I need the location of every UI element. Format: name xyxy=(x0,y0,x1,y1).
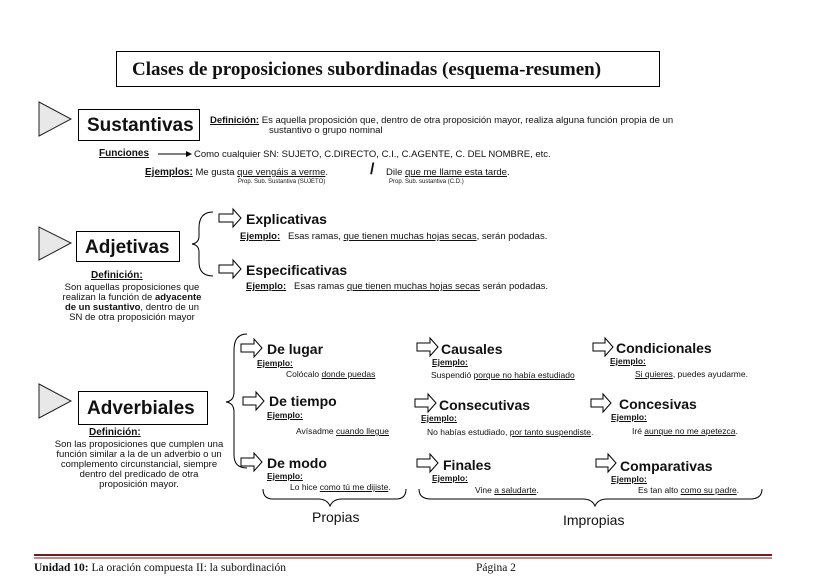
sustantivas-example-2: Dile que me llame esta tarde. xyxy=(386,167,510,178)
arrow-comparativas-icon xyxy=(596,454,616,472)
lugar-example-label: Ejemplo: xyxy=(257,358,293,368)
adjetivas-heading: Adjetivas xyxy=(85,237,170,258)
tiempo-example-label: Ejemplo: xyxy=(267,410,303,420)
comparativas-example: Es tan alto como su padre. xyxy=(638,485,740,495)
adjetivas-definition-label: Definición: xyxy=(91,270,143,281)
arrow-adverbiales-icon xyxy=(39,384,71,418)
page-title: Clases de proposiciones subordinadas (esquema-resumen) xyxy=(132,59,602,80)
impropias-label: Impropias xyxy=(563,512,625,528)
sustantivas-example-1: Ejemplos: Me gusta que vengáis a verme. xyxy=(145,167,328,178)
adverbiales-heading: Adverbiales xyxy=(87,398,195,419)
condicionales-example-label: Ejemplo: xyxy=(610,356,646,366)
sustantivas-box xyxy=(78,109,200,141)
adverbiales-definition-label: Definición: xyxy=(89,427,141,438)
sustantivas-heading: Sustantivas xyxy=(87,115,194,136)
concesivas-example: Iré aunque no me apetezca. xyxy=(632,426,738,436)
consecutivas-example: No habías estudiado, por tanto suspendiste. xyxy=(427,427,594,437)
funciones-text: Como cualquier SN: SUJETO, C.DIRECTO, C.I., C.AGENTE, C. DEL NOMBRE, etc. xyxy=(194,149,551,160)
arrow-sustantivas-icon xyxy=(39,102,71,136)
modo-heading: De modo xyxy=(267,455,327,471)
finales-example: Vine a saludarte. xyxy=(475,485,539,495)
sustantivas-definition: Definición: Es aquella proposición que, dentro de otra proposición mayor, realiza alguna función propia de un sustantivo o grupo nominal xyxy=(210,115,674,136)
concesivas-example-label: Ejemplo: xyxy=(611,412,647,422)
adverbiales-box xyxy=(78,391,208,425)
footer-unit: Unidad 10: La oración compuesta II: la subordinación xyxy=(34,562,287,574)
finales-example-label: Ejemplo: xyxy=(432,473,468,483)
causales-example-label: Ejemplo: xyxy=(432,357,468,367)
causales-example: Suspendió porque no había estudiado xyxy=(431,370,575,380)
modo-example: Lo hice como tú me dijiste. xyxy=(290,482,391,492)
concesivas-heading: Concesivas xyxy=(619,396,697,412)
adjetivas-definition: Son aquellas proposiciones que realizan la función de adyacente de un sustantivo, dentro de un SN de otra proposición mayor xyxy=(62,282,202,323)
tiempo-example: Avísadme cuando llegue xyxy=(296,426,389,436)
funciones-label: Funciones xyxy=(99,148,150,159)
arrow-lugar-icon xyxy=(241,339,262,357)
condicionales-heading: Condicionales xyxy=(616,340,712,356)
tiempo-heading: De tiempo xyxy=(269,393,337,409)
comparativas-example-label: Ejemplo: xyxy=(611,474,647,484)
examples-slash: / xyxy=(370,161,375,178)
propias-label: Propias xyxy=(312,509,360,525)
comparativas-heading: Comparativas xyxy=(620,458,713,474)
arrow-concesivas-icon xyxy=(591,394,611,412)
lugar-heading: De lugar xyxy=(267,341,324,357)
especificativas-heading: Especificativas xyxy=(246,262,348,278)
arrow-especificativas-icon xyxy=(219,260,241,278)
arrow-explicativas-icon xyxy=(219,209,241,227)
especificativas-example: Ejemplo: Esas ramas que tienen muchas hojas secas serán podadas. xyxy=(246,281,549,292)
explicativas-example: Ejemplo: Esas ramas, que tienen muchas hojas secas, serán podadas. xyxy=(240,231,548,242)
consecutivas-heading: Consecutivas xyxy=(439,397,531,413)
arrow-condicionales-icon xyxy=(593,338,613,356)
causales-heading: Causales xyxy=(441,341,503,357)
adverbiales-definition: Son las proposiciones que cumplen una función similar a la de un adverbio o un complemento circunstancial, siempre dentro del predicado de otra proposición mayor. xyxy=(54,439,224,490)
footer-page-number: Página 2 xyxy=(476,562,516,574)
adjetivas-box xyxy=(76,231,180,262)
sustantivas-example-1-note: Prop. Sub. Sustantiva (SUJETO) xyxy=(238,179,326,185)
modo-example-label: Ejemplo: xyxy=(267,471,303,481)
arrow-finales-icon xyxy=(417,454,438,472)
condicionales-example: Si quieres, puedes ayudarme. xyxy=(635,369,748,379)
arrow-causales-icon xyxy=(417,338,438,356)
arrow-tiempo-icon xyxy=(243,392,264,410)
sustantivas-example-2-note: Prop. Sub. sustantiva (C.D.) xyxy=(389,179,464,185)
arrow-consecutivas-icon xyxy=(415,394,436,412)
arrow-adjetivas-icon xyxy=(39,227,71,260)
finales-heading: Finales xyxy=(443,457,492,473)
explicativas-heading: Explicativas xyxy=(246,211,327,227)
consecutivas-example-label: Ejemplo: xyxy=(421,413,457,423)
lugar-example: Colócalo donde puedas xyxy=(286,369,376,379)
